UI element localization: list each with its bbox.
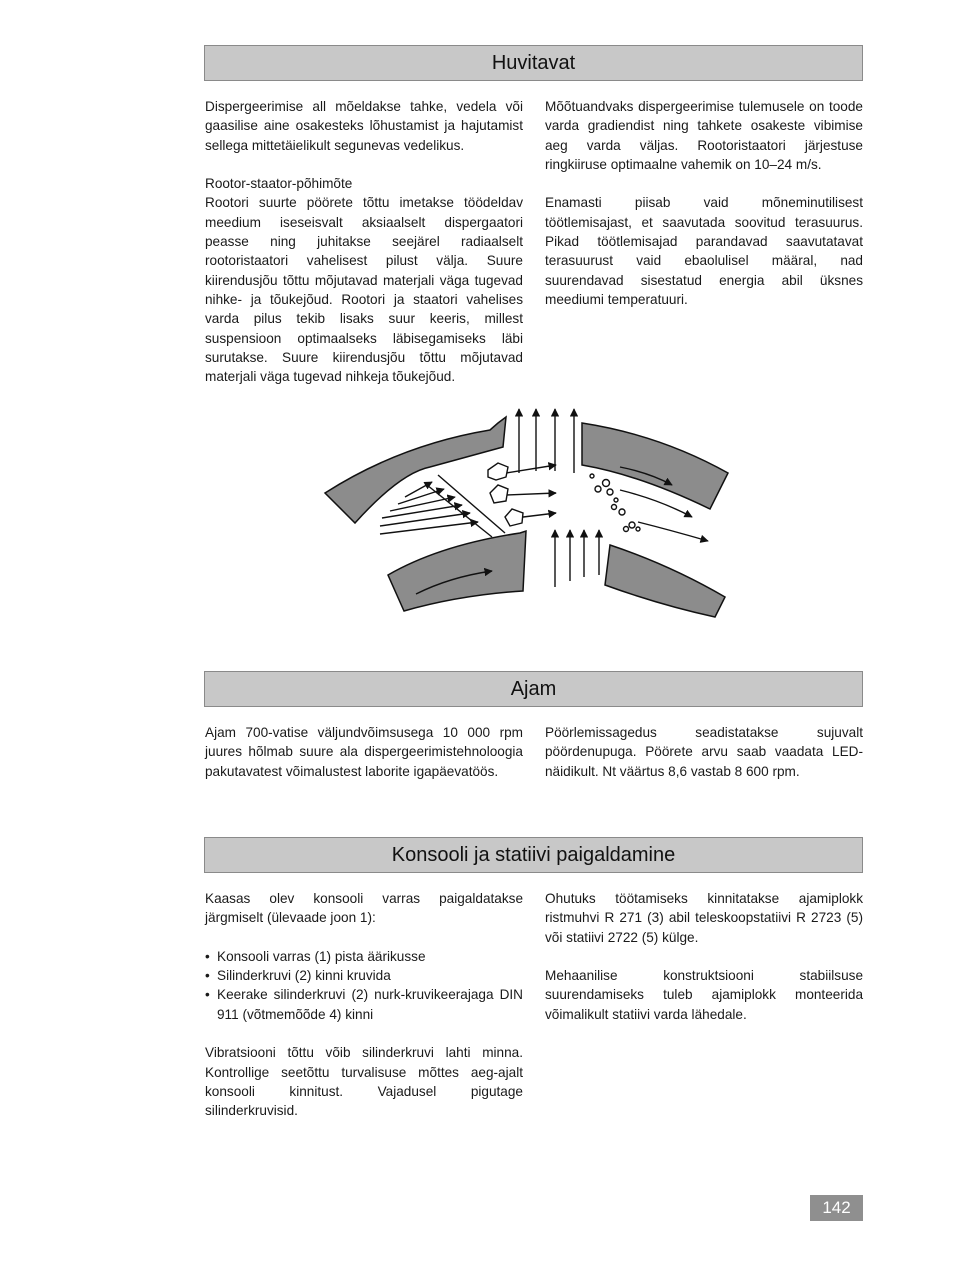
rotor-stator-diagram (320, 405, 740, 620)
column-left-ajam (205, 723, 523, 781)
column-left-huvitavat (205, 97, 523, 386)
list-item: • Konsooli varras (1) pista äärikusse (205, 947, 523, 966)
bullet-list (205, 947, 523, 1024)
column-right-konsool (545, 889, 863, 1024)
section-header-konsool (204, 837, 863, 873)
section-title: Ajam (510, 677, 557, 700)
paragraph: Mõõtuandvaks dispergeerimise tulemusele on toode varda gradiendist ning tahkete osakeste vibimise aeg varda väljas. Rootoristaatori järjestuse ringkiiruse optimaalne vahemik on 10–24 m/s. (545, 99, 863, 172)
paragraph: Enamasti piisab vaid mõneminutilisest töötlemisajast, et saavutada soovitud terasuurus. Pikad töötlemisajad parandavad saavutatavat terasuurust vaid ebaolulisel määral, nad suurendavad sisestatud energia abil üksnes meediumi temperatuuri. (545, 195, 863, 307)
paragraph: Vibratsiooni tõttu võib silinderkruvi lahti minna. Kontrollige seetõttu turvalisuse mõttes aeg-ajalt konsooli kinnitust. Vajadusel pigutage silinderkruvisid. (205, 1045, 523, 1119)
paragraph: Dispergeerimise all mõeldakse tahke, vedela või gaasilise aine osakesteks lõhustamist ja hajutamist sellega mittetäielikult segunevas vedelikus. (205, 99, 523, 153)
paragraph: Ajam 700-vatise väljundvõimsusega 10 000 rpm juures hõlmab suure ala dispergeerimistehnoloogia pakutavatest võimalustest laborite igapäevatöös. (205, 725, 523, 779)
stator-outer-shape (582, 423, 728, 509)
section-header-ajam (204, 671, 863, 707)
page-number: 142 (810, 1195, 863, 1221)
column-right-huvitavat (545, 97, 863, 309)
inflow-arrows (380, 482, 478, 534)
column-right-ajam (545, 723, 863, 781)
paragraph: Mehaanilise konstruktsiooni stabiilsuse suurendamiseks tuleb ajamiplokk monteerida võimalikult statiivi varda lähedale. (545, 968, 863, 1022)
section-header-huvitavat (204, 45, 863, 81)
section-title: Huvitavat (491, 51, 576, 74)
rotor-outer-shape (605, 545, 725, 617)
paragraph-block (205, 174, 523, 386)
paragraph: Pöörlemissagedus seadistatakse sujuvalt pöördenupuga. Pöörete arvu saab vaadata LED-näidikult. Nt väärtus 8,6 vastab 8 600 rpm. (545, 725, 863, 779)
list-item: • Silinderkruvi (2) kinni kruvida (205, 966, 523, 985)
list-item: • Keerake silinderkruvi (2) nurk-kruvikeerajaga DIN 911 (võtmemõõde 4) kinni (205, 985, 523, 1024)
section-title: Konsooli ja statiivi paigaldamine (391, 843, 676, 866)
paragraph: Ohutuks töötamiseks kinnitatakse ajamiplokk ristmuhvi R 271 (3) abil teleskoopstatiivi R 2723 (5) või statiivi 2722 (5) külge. (545, 891, 863, 945)
subheading: Rootor-staator-põhimõte (205, 176, 353, 192)
outflow-arrows-bottom (555, 530, 599, 587)
outflow-arrows-top (519, 409, 574, 473)
stator-shape (325, 417, 506, 523)
column-left-konsool (205, 889, 523, 1121)
paragraph: Rootori suurte pöörete tõttu imetakse töödeldav meedium iseseisvalt aksiaalselt dispergaatori peasse ning juhitakse seejärel radiaalselt rootoristaatori vahelisest pilust välja. Suure kiirendusjõu tõttu mõjutavad materjali väga tugevad nihke- ja tõukejõud. Rootori ja staatori vahelises varda pilus tekib lisaks suur keeris, millest suspensioon optimaalseks läbisegamiseks läbi surutakse. Suure kiirendusjõu tõttu mõjutavad materjali väga tugevad nihkeja tõukejõud. (205, 195, 523, 385)
paragraph: Kaasas olev konsooli varras paigaldatakse järgmiselt (ülevaade joon 1): (205, 891, 523, 926)
rotor-shape (388, 531, 526, 611)
